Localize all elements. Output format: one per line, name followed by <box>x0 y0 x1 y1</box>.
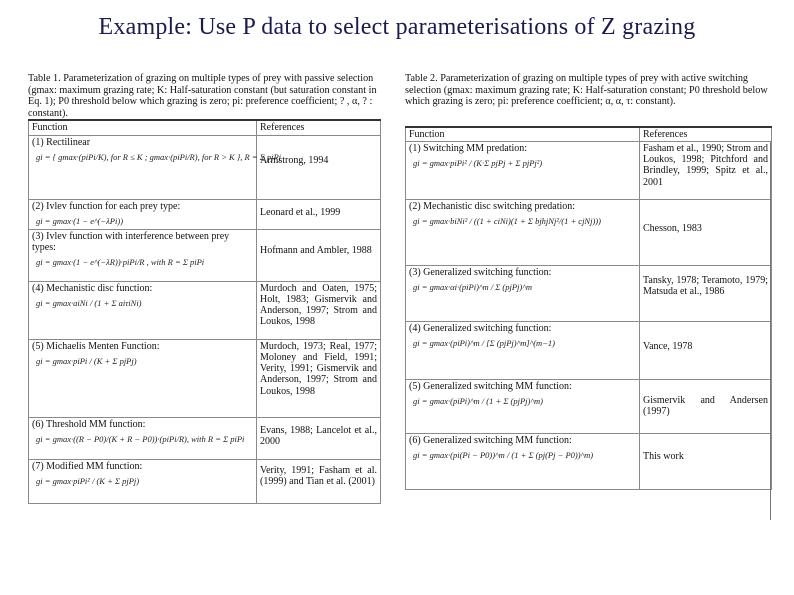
function-equation: gi = gmax·((R − P0)/(K + R − P0))·(piPi/R), with R = Σ piPi <box>36 433 245 444</box>
function-cell <box>29 199 257 229</box>
function-cell <box>406 141 640 199</box>
function-equation: gi = { gmax·(piPi/K), for R ≤ K ; gmax·(piPi/R), for R > K }, R = Σ pjPj <box>36 151 282 162</box>
function-name: (2) Ivlev function for each prey type: <box>32 200 181 212</box>
table-1-references-header: References <box>257 120 381 135</box>
function-cell <box>29 281 257 339</box>
table-row <box>29 339 381 417</box>
function-equation: gi = gmax·piPi² / (K·Σ pjPj + Σ pjPj²) <box>413 158 543 169</box>
function-name: (5) Michaelis Menten Function: <box>32 340 160 352</box>
function-name: (5) Generalized switching MM function: <box>409 380 572 392</box>
function-equation: gi = gmax·aiNi / (1 + Σ aiτiNi) <box>36 297 142 308</box>
function-equation: gi = gmax·(piPi)^m / [Σ (pjPj)^m]^(m−1) <box>413 338 556 349</box>
table-1-panel <box>28 73 380 504</box>
reference-text: This work <box>643 450 684 462</box>
function-cell <box>406 379 640 433</box>
reference-text: Hofmann and Ambler, 1988 <box>260 244 372 256</box>
function-name: (1) Switching MM predation: <box>409 142 528 154</box>
reference-cell <box>257 281 381 339</box>
table-1-function-header: Function <box>29 120 257 135</box>
table-row <box>29 229 381 281</box>
reference-text: Leonard et al., 1999 <box>260 206 341 218</box>
reference-cell <box>257 229 381 281</box>
table-1-caption: Table 1. Parameterization of grazing on multiple types of prey with passive selection (gmax: maximum grazing rate; K: Half-saturation constant (but saturation constant in Eq. 1); P0 threshold below which grazing is zero; pi: preference coefficient; ? , α, ? : constant). <box>28 73 377 119</box>
reference-text: Tansky, 1978; Teramoto, 1979; Matsuda et al., 1986 <box>643 274 768 298</box>
table-2-function-header: Function <box>406 127 640 142</box>
function-cell <box>406 433 640 489</box>
table-2-right-border <box>770 142 771 520</box>
function-name: (1) Rectilinear <box>32 136 91 148</box>
table-row <box>406 199 772 265</box>
table-1-header-row <box>29 120 381 135</box>
table-row <box>29 417 381 459</box>
function-equation: gi = gmax·(1 − e^(−λPi)) <box>36 215 124 226</box>
function-cell <box>29 339 257 417</box>
reference-text: Chesson, 1983 <box>643 222 702 234</box>
function-equation: gi = gmax·αi·(piPi)^m / Σ (pjPj)^m <box>413 282 532 293</box>
function-cell <box>406 265 640 321</box>
reference-text: Murdoch and Oaten, 1975; Holt, 1983; Gismervik and Anderson, 1997; Strom and Loukos, 1998 <box>260 282 377 328</box>
function-name: (6) Threshold MM function: <box>32 418 146 430</box>
table-row <box>406 379 772 433</box>
function-name: (4) Mechanistic disc function: <box>32 282 153 294</box>
reference-cell <box>640 199 772 265</box>
function-cell <box>29 135 282 199</box>
reference-cell <box>640 265 772 321</box>
reference-text: Verity, 1991; Fasham et al. (1999) and Tian et al. (2001) <box>260 464 377 487</box>
slide-title: Example: Use P data to select parameterisations of Z grazing <box>98 14 696 40</box>
table-row <box>406 265 772 321</box>
reference-cell <box>257 135 381 199</box>
function-cell <box>406 321 640 379</box>
function-equation: gi = gmax·biNi² / ((1 + ciNi)(1 + Σ bjhjNj²/(1 + cjNj))) <box>413 216 601 227</box>
table-2-header-row <box>406 127 772 142</box>
reference-text: Gismervik and Andersen (1997) <box>643 394 768 418</box>
table-2-panel <box>405 73 771 490</box>
reference-cell <box>640 141 772 199</box>
reference-text: Fasham et al., 1990; Strom and Loukos, 1998; Pitchford and Brindley, 1999; Spitz et al., 2001 <box>643 142 768 188</box>
table-row <box>29 199 381 229</box>
table-2-caption: Table 2. Parameterization of grazing on multiple types of prey with active switching selection (gmax: maximum grazing rate; K: Half-saturation constant; P0 threshold below which grazing is zero; pi: preference coefficient; α, α, τ: constant). <box>405 73 768 108</box>
reference-cell <box>257 339 381 417</box>
reference-text: Evans, 1988; Lancelot et al., 2000 <box>260 424 377 447</box>
function-cell <box>406 199 640 265</box>
table-row <box>406 321 772 379</box>
function-name: (2) Mechanistic disc switching predation: <box>409 200 576 212</box>
reference-cell <box>640 321 772 379</box>
function-equation: gi = gmax·(piPi)^m / (1 + Σ (pjPj)^m) <box>413 396 543 407</box>
reference-text: Armstrong, 1994 <box>260 154 329 166</box>
function-equation: gi = gmax·piPi / (K + Σ pjPj) <box>36 355 137 366</box>
reference-cell <box>257 417 381 459</box>
reference-cell <box>257 199 381 229</box>
table-1 <box>28 119 381 503</box>
function-name: (7) Modified MM function: <box>32 460 143 472</box>
table-row <box>29 459 381 503</box>
function-equation: gi = gmax·piPi² / (K + Σ pjPj) <box>36 475 140 486</box>
reference-cell <box>640 433 772 489</box>
function-equation: gi = gmax·(pi(Pi − P0))^m / (1 + Σ (pj(Pj − P0))^m) <box>413 450 594 461</box>
function-equation: gi = gmax·(1 − e^(−λR))·piPi/R , with R = Σ piPi <box>36 257 205 268</box>
reference-text: Murdoch, 1973; Real, 1977; Moloney and Field, 1991; Verity, 1991; Gismervik and Anderson, 1997; Strom and Loukos, 1998 <box>260 340 377 397</box>
function-cell <box>29 417 257 459</box>
function-name: (3) Ivlev function with interference between prey types: <box>32 230 230 253</box>
function-name: (4) Generalized switching function: <box>409 322 552 334</box>
table-row <box>406 433 772 489</box>
function-name: (3) Generalized switching function: <box>409 266 552 278</box>
table-row <box>29 281 381 339</box>
function-cell <box>29 229 257 281</box>
reference-cell <box>257 459 381 503</box>
table-row <box>29 135 381 199</box>
table-row <box>406 141 772 199</box>
table-2 <box>405 126 772 490</box>
function-name: (6) Generalized switching MM function: <box>409 434 572 446</box>
table-2-references-header: References <box>640 127 772 142</box>
reference-cell <box>640 379 772 433</box>
function-cell <box>29 459 257 503</box>
reference-text: Vance, 1978 <box>643 340 693 352</box>
